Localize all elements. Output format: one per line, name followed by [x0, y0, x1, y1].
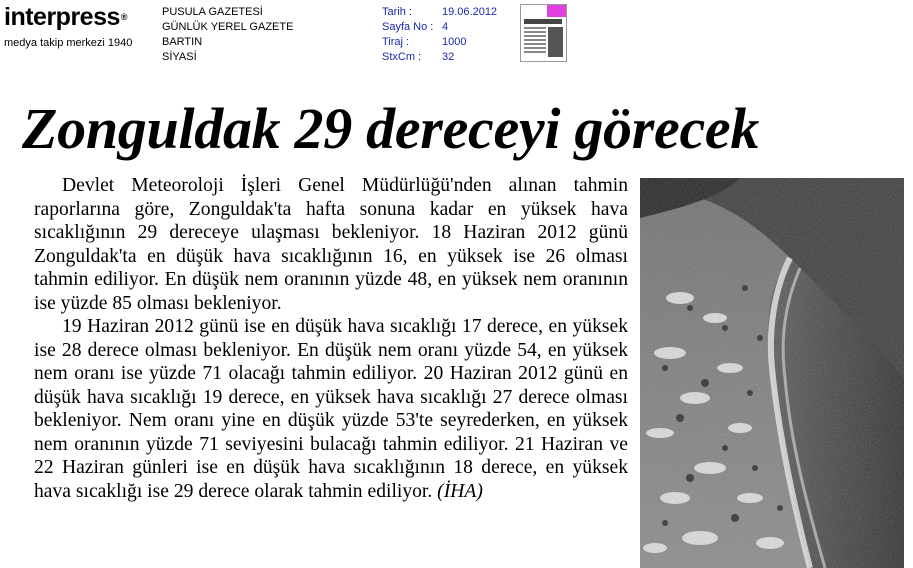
- meta-values: [442, 5, 497, 65]
- article-paragraph: 19 Haziran 2012 günü ise en düşük hava sıcaklığı 17 derece, en yüksek ise 28 derece olması bekleniyor. En düşük nem oranı yüzde 54, en yüksek nem oranı ise yüzde 71 olacağı tahmin ediliyor. 20 Haziran 2012 günü en düşük hava sıcaklığı 19 derece, en yüksek hava sıcaklığı 27 derece olması bekleniyor. Nem oranı yine en düşük yüzde 53'te seyrederken, en yüksek nem oranının yüzde 71 seviyesini bulacağı tahmin ediliyor. 21 Haziran ve 22 Haziran günleri ise en düşük hava sıcaklığının 18 derece, en yüksek hava sıcaklığı ise 29 derece olarak tahmin ediliyor. (İHA): [34, 316, 628, 502]
- thumbnail-photo: [548, 27, 563, 57]
- publication-city: BARTIN: [162, 36, 203, 48]
- publication-category: SİYASİ: [162, 51, 197, 63]
- publication-name: PUSULA GAZETESİ: [162, 6, 263, 18]
- stxcm-value: 32: [442, 51, 455, 63]
- date-value: 19.06.2012: [442, 6, 498, 18]
- date-label: Tarih :: [382, 6, 412, 18]
- meta-labels: [382, 5, 433, 65]
- article-source: (İHA): [437, 480, 483, 502]
- circulation-label: Tiraj :: [382, 36, 410, 48]
- page-label: Sayfa No :: [382, 21, 434, 33]
- page-value: 4: [442, 21, 449, 33]
- thumbnail-line: [524, 43, 546, 45]
- page-thumbnail[interactable]: [520, 4, 567, 62]
- thumbnail-line: [524, 39, 546, 41]
- article-body: [34, 174, 628, 503]
- registered-mark: ®: [120, 12, 128, 22]
- thumbnail-highlight: [547, 5, 566, 17]
- thumbnail-line: [524, 47, 546, 49]
- publication-info: [162, 5, 293, 65]
- interpress-logo: [4, 4, 150, 48]
- thumbnail-line: [524, 51, 546, 53]
- logo-tagline: medya takip merkezi 1940: [4, 37, 133, 49]
- thumbnail-title: [524, 19, 562, 24]
- thumbnail-line: [524, 27, 546, 29]
- stxcm-label: StxCm :: [382, 51, 422, 63]
- article-headline: Zonguldak 29 dereceyi görecek: [22, 96, 760, 161]
- thumbnail-line: [524, 31, 546, 33]
- publication-type: GÜNLÜK YEREL GAZETE: [162, 21, 294, 33]
- beach-photo: [640, 178, 904, 568]
- logo-brand: interpress: [4, 3, 120, 31]
- circulation-value: 1000: [442, 36, 467, 48]
- article-paragraph: Devlet Meteoroloji İşleri Genel Müdürlüğü'nden alınan tahmin raporlarına göre, Zonguldak'ta hafta sonuna kadar en yüksek hava sıcaklığının 29 dereceye ulaşması bekleniyor. 18 Haziran 2012 günü Zonguldak'ta en düşük hava sıcaklığının 16, en yüksek ise 26 olması tahmin ediliyor. En düşük nem oranının yüzde 48, en yüksek nem oranının ise yüzde 85 olması bekleniyor.: [34, 175, 628, 314]
- thumbnail-line: [524, 35, 546, 37]
